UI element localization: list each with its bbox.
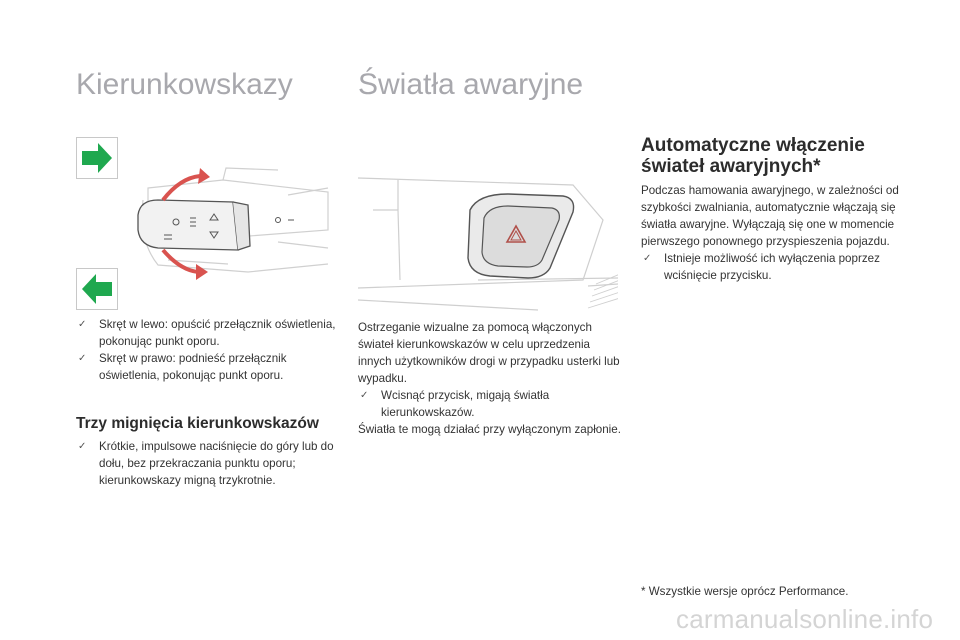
auto-hazard-description bbox=[641, 182, 906, 284]
hazard-bullet: ✓ Wcisnąć przycisk, migają światła kierunkowskazów. bbox=[360, 389, 550, 419]
three-blinks-bullet: ✓ Krótkie, impulsowe naciśnięcie do góry lub do dołu, bez przekraczania punktu oporu; kierunkowskazy migną trzykrotnie. bbox=[78, 440, 334, 487]
indicator-stalk-illustration bbox=[128, 160, 333, 285]
right-arrow-box bbox=[76, 137, 118, 179]
watermark: carmanualsonline.info bbox=[676, 604, 934, 634]
auto-hazard-title: Automatyczne włączenie świateł awaryjnych* bbox=[641, 135, 865, 177]
section-title-three-blinks: Trzy mignięcia kierunkowskazów bbox=[76, 415, 319, 432]
left-arrow-box bbox=[76, 268, 118, 310]
green-left-arrow-icon bbox=[77, 269, 117, 309]
bullet-marker-icon: ✓ bbox=[78, 441, 87, 452]
bullet-turn-right: ✓ Skręt w prawo: podnieść przełącznik oświetlenia, pokonując punkt oporu. bbox=[78, 352, 287, 382]
title-kierunkowskazy: Kierunkowskazy bbox=[76, 68, 293, 101]
auto-hazard-para: Podczas hamowania awaryjnego, w zależności od szybkości zwalniania, automatycznie włączają się światła awaryjne. Wyłączają się one w momencie pierwszego ponownego przyspieszenia pojazdu. bbox=[641, 184, 899, 248]
bullet-marker-icon: ✓ bbox=[78, 319, 87, 330]
title-swiatla-awaryjne: Światła awaryjne bbox=[358, 68, 584, 101]
bullet-turn-left: ✓ Skręt w lewo: opuścić przełącznik oświetlenia, pokonując punkt oporu. bbox=[78, 318, 336, 348]
hazard-para-1: Ostrzeganie wizualne za pomocą włączonych świateł kierunkowskazów w celu uprzedzenia innych użytkowników drogi w przypadku usterki lub wypadku. bbox=[358, 321, 620, 385]
left-bullet-list bbox=[76, 316, 341, 384]
hazard-dashboard-illustration bbox=[358, 160, 618, 315]
bullet-marker-icon: ✓ bbox=[78, 353, 87, 364]
hazard-para-2: Światła te mogą działać przy wyłączonym zapłonie. bbox=[358, 423, 621, 436]
green-right-arrow-icon bbox=[77, 138, 117, 178]
bullet-marker-icon: ✓ bbox=[360, 390, 369, 401]
footnote: * Wszystkie wersje oprócz Performance. bbox=[641, 585, 849, 598]
bullet-marker-icon: ✓ bbox=[643, 253, 652, 264]
hazard-description bbox=[358, 319, 623, 438]
auto-hazard-bullet: ✓ Istnieje możliwość ich wyłączenia poprzez wciśnięcie przycisku. bbox=[643, 252, 880, 282]
